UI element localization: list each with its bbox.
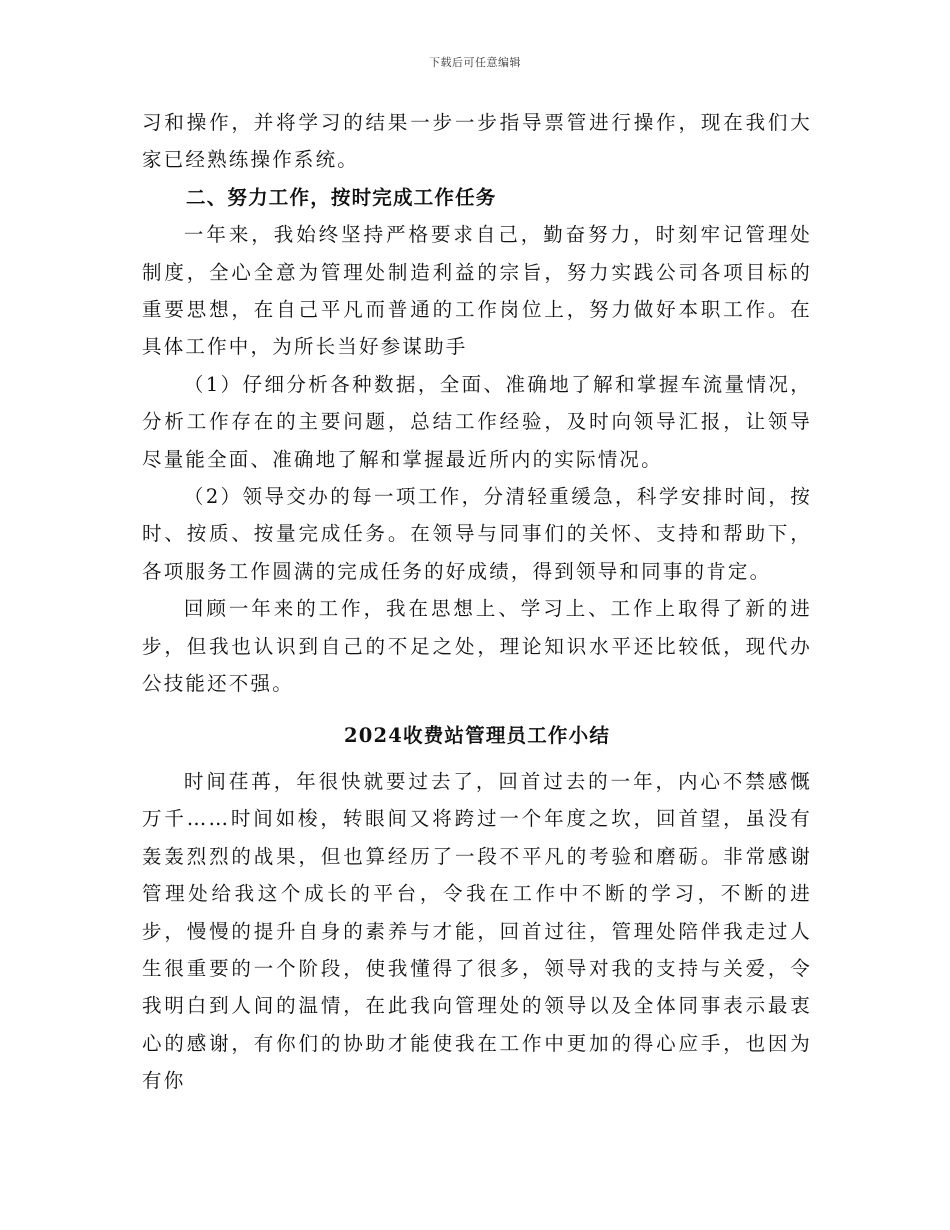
list-item-2: （2）领导交办的每一项工作，分清轻重缓急，科学安排时间，按时、按质、按量完成任务。在领导与同事们的关怀、支持和帮助下，各项服务工作圆满的完成任务的好成绩，得到领导和同事的肯定。: [142, 485, 812, 583]
document-body: [142, 104, 812, 1100]
section-heading: 二、努力工作，按时完成工作任务: [186, 185, 497, 209]
paragraph-review: 回顾一年来的工作，我在思想上、学习上、工作上取得了新的进步，但我也认识到自己的不足之处，理论知识水平还比较低，现代办公技能还不强。: [142, 597, 812, 696]
paragraph-continued: 习和操作，并将学习的结果一步一步指导票管进行操作，现在我们大家已经熟练操作系统。: [142, 111, 812, 172]
paragraph-time: 时间荏苒，年很快就要过去了，回首过去的一年，内心不禁感慨万千……时间如梭，转眼间又将跨过一个年度之坎，回首望，虽没有轰轰烈烈的战果，但也算经历了一段不平凡的考验和磨砺。非常感谢管理处给我这个成长的平台，令我在工作中不断的学习，不断的进步，慢慢的提升自身的素养与才能，回首过往，管理处陪伴我走过人生很重要的一个阶段，使我懂得了很多，领导对我的支持与关爱，令我明白到人间的温情，在此我向管理处的领导以及全体同事表示最衷心的感谢，有你们的协助才能使我在工作中更加的得心应手，也因为有你: [142, 769, 812, 1093]
document-title: 2024收费站管理员工作小结: [343, 723, 611, 747]
page-header: 下载后可任意编辑: [429, 56, 521, 69]
paragraph-year-summary: 一年来，我始终坚持严格要求自己，勤奋努力，时刻牢记管理处制度，全心全意为管理处制造利益的宗旨，努力实践公司各项目标的重要思想，在自己平凡而普通的工作岗位上，努力做好本职工作。在具体工作中，为所长当好参谋助手: [142, 223, 812, 359]
list-item-1: （1）仔细分析各种数据，全面、准确地了解和掌握车流量情况，分析工作存在的主要问题，总结工作经验，及时向领导汇报，让领导尽量能全面、准确地了解和掌握最近所内的实际情况。: [142, 372, 812, 471]
